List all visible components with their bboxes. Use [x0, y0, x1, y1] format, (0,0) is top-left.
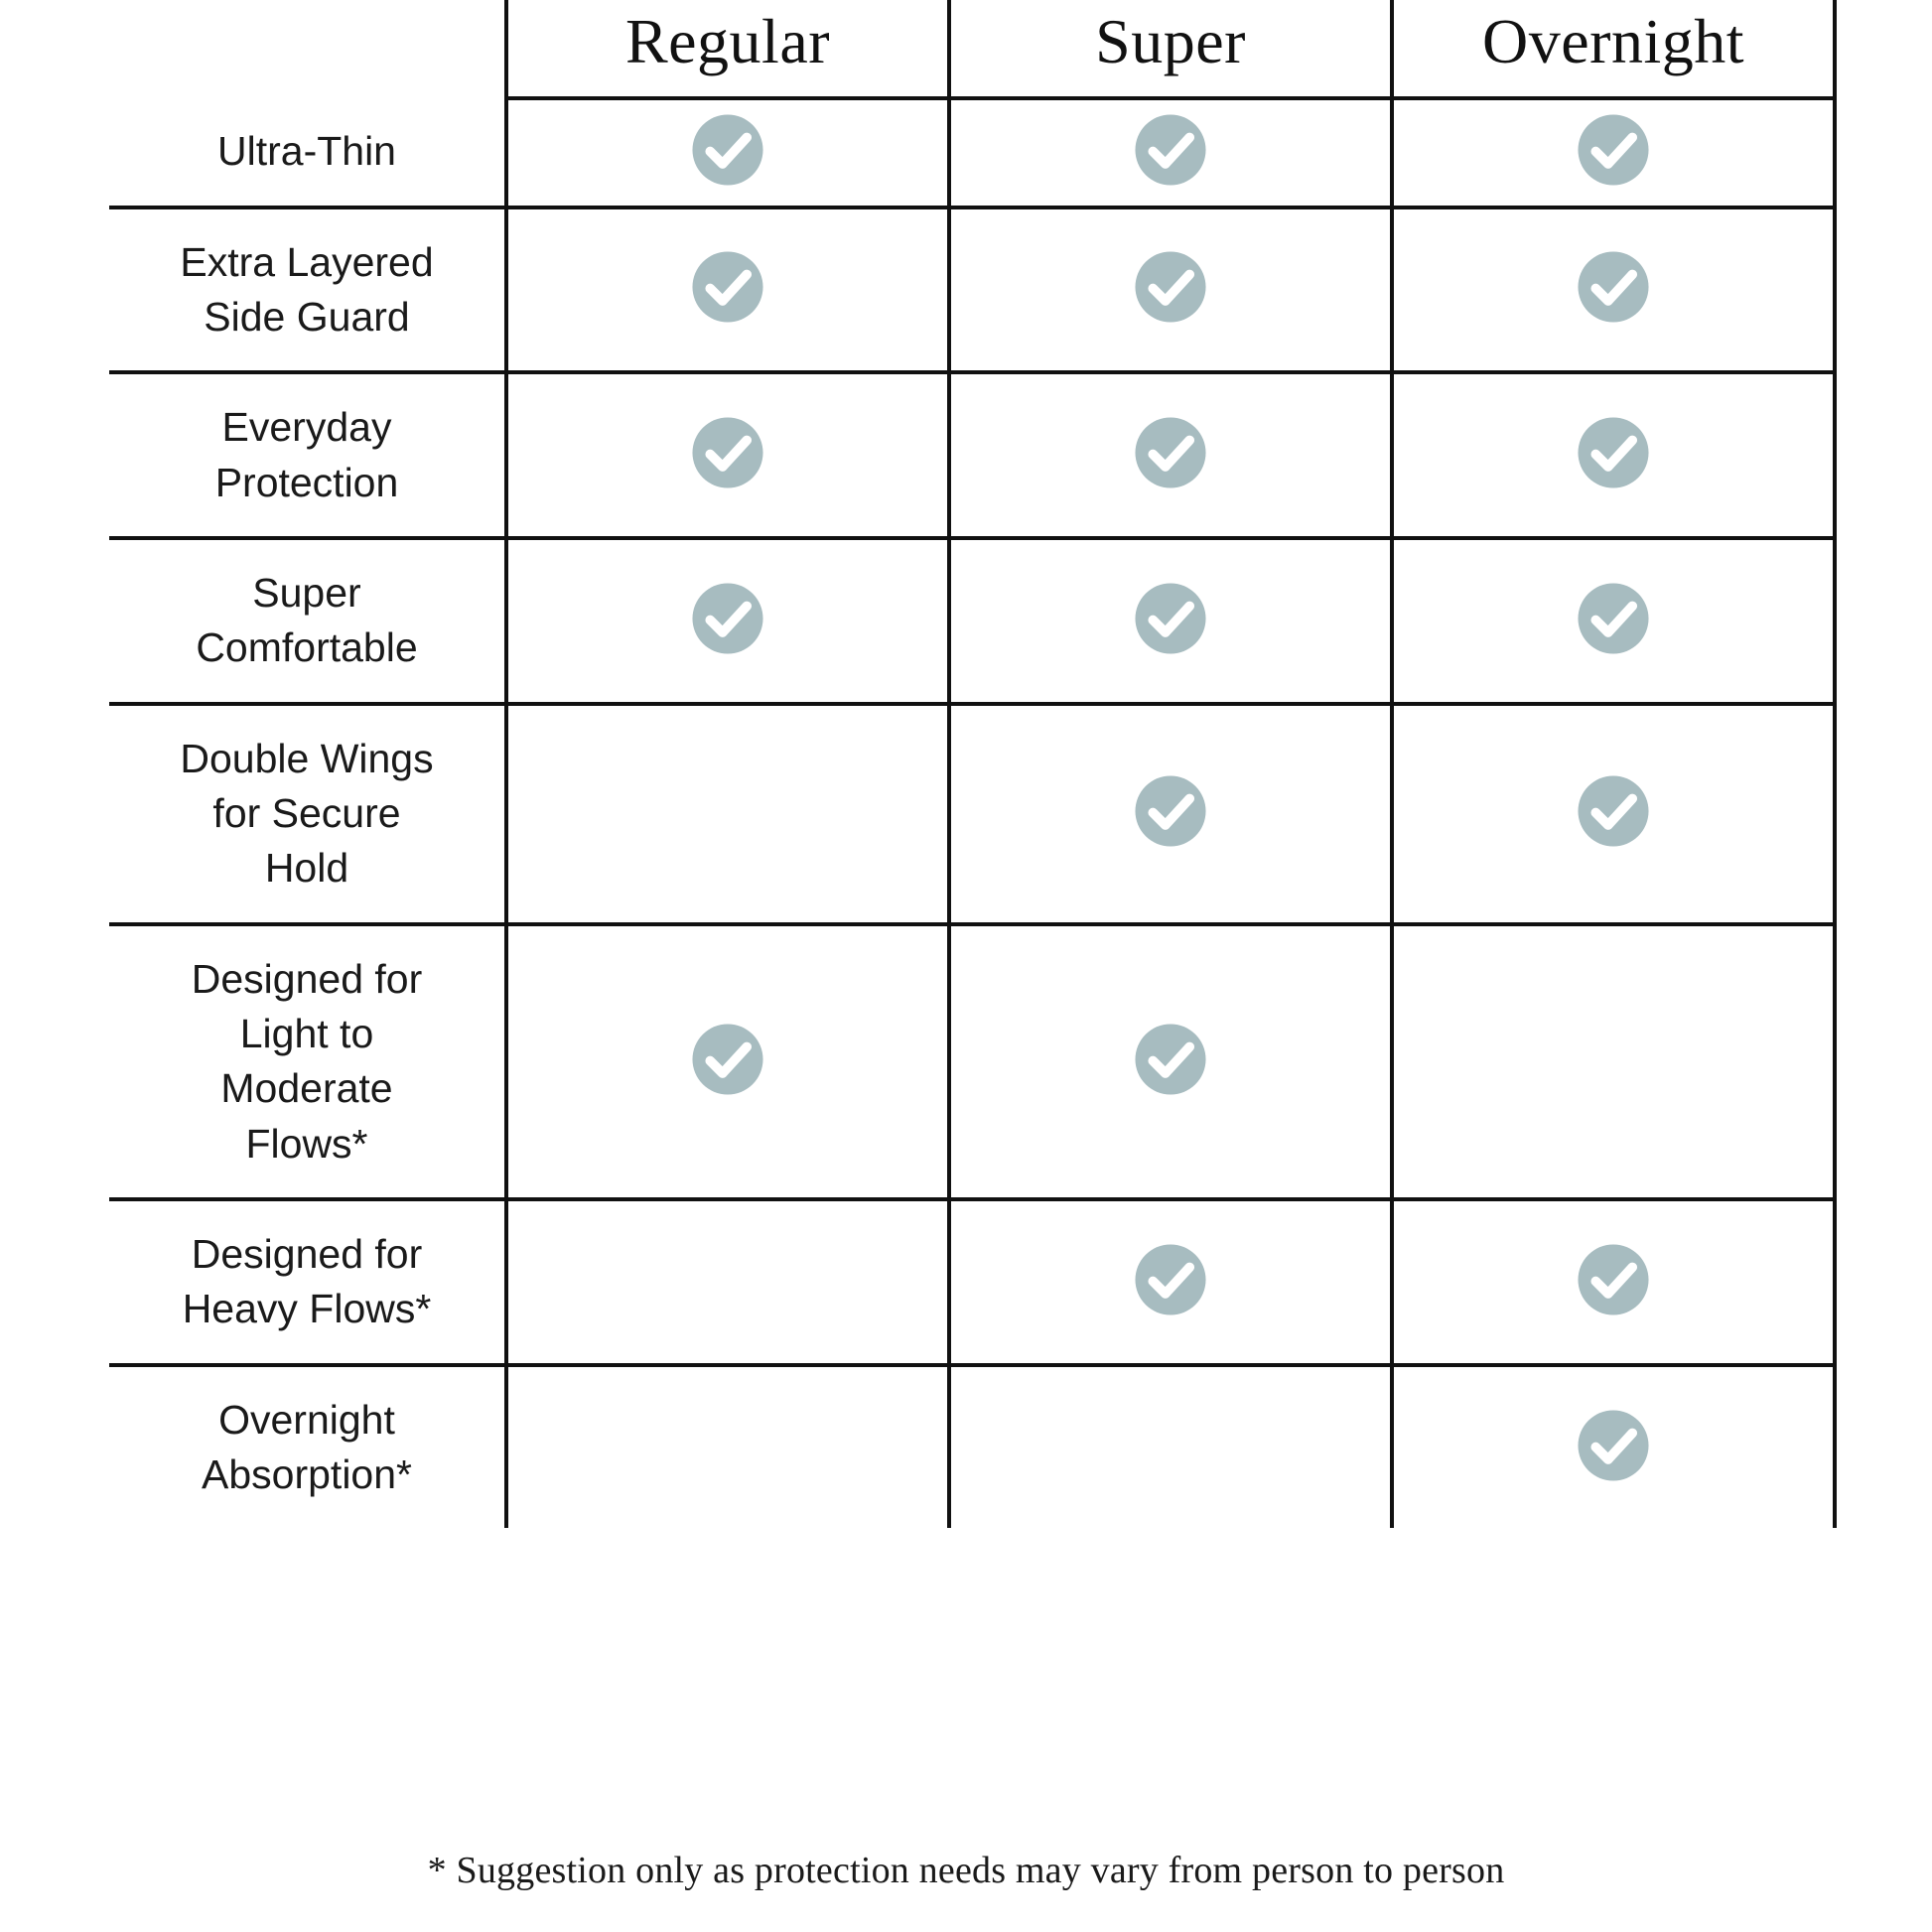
cell-overnight — [1392, 98, 1835, 207]
cell-super — [949, 98, 1392, 207]
cell-overnight — [1392, 704, 1835, 924]
header-row — [109, 0, 1835, 98]
table-body — [109, 98, 1835, 1528]
feature-label-line: Protection — [214, 459, 399, 505]
check-circle-icon — [1577, 1243, 1650, 1316]
check-circle-icon — [1134, 113, 1207, 187]
cell-overnight — [1392, 372, 1835, 538]
check-circle-icon — [1577, 113, 1650, 187]
table-row — [109, 98, 1835, 207]
cell-regular — [506, 207, 949, 373]
check-circle-icon — [691, 113, 764, 187]
empty-cell-marker — [691, 1243, 764, 1316]
cell-super — [949, 207, 1392, 373]
feature-label-line: Moderate — [220, 1065, 393, 1112]
cell-super — [949, 372, 1392, 538]
feature-label-line: for Secure — [212, 789, 401, 836]
feature-label — [109, 1199, 506, 1365]
check-circle-icon — [1577, 250, 1650, 324]
check-circle-icon — [1577, 774, 1650, 848]
feature-label-line: Super — [252, 569, 361, 616]
feature-label-line: Light to — [239, 1010, 374, 1056]
check-circle-icon — [1134, 774, 1207, 848]
table-row — [109, 538, 1835, 704]
check-circle-icon — [691, 416, 764, 489]
cell-regular — [506, 924, 949, 1199]
check-circle-icon — [1134, 416, 1207, 489]
feature-label-line: Designed for — [191, 1231, 423, 1277]
table-row — [109, 1199, 1835, 1365]
comparison-chart — [109, 0, 1837, 1528]
cell-super — [949, 1365, 1392, 1529]
feature-label — [109, 704, 506, 924]
feature-label-line: Overnight — [218, 1396, 395, 1443]
empty-cell-marker — [691, 1409, 764, 1482]
cell-regular — [506, 372, 949, 538]
feature-label — [109, 538, 506, 704]
table-row — [109, 207, 1835, 373]
cell-super — [949, 704, 1392, 924]
check-circle-icon — [1134, 582, 1207, 655]
empty-cell-marker — [1134, 1409, 1207, 1482]
feature-label-line: Side Guard — [204, 293, 410, 340]
column-header-regular: Regular — [506, 0, 949, 98]
check-circle-icon — [1577, 1409, 1650, 1482]
table-header — [109, 0, 1835, 98]
check-circle-icon — [691, 1023, 764, 1096]
check-circle-icon — [1134, 250, 1207, 324]
cell-regular — [506, 704, 949, 924]
feature-label-line: Double Wings — [180, 735, 434, 781]
check-circle-icon — [1577, 582, 1650, 655]
check-circle-icon — [691, 582, 764, 655]
feature-label — [109, 207, 506, 373]
feature-label-line: Extra Layered — [180, 238, 434, 285]
feature-label — [109, 924, 506, 1199]
empty-cell-marker — [1577, 1023, 1650, 1096]
cell-overnight — [1392, 924, 1835, 1199]
cell-overnight — [1392, 207, 1835, 373]
feature-label — [109, 98, 506, 207]
feature-label-line: Ultra-Thin — [217, 128, 396, 175]
feature-label-line: Hold — [264, 845, 349, 892]
feature-label-line: Everyday — [221, 404, 392, 451]
feature-label-line: Heavy Flows* — [182, 1286, 432, 1332]
product-comparison-table — [109, 0, 1837, 1528]
feature-label-line: Designed for — [191, 955, 423, 1002]
table-row — [109, 924, 1835, 1199]
cell-overnight — [1392, 538, 1835, 704]
feature-column-header — [109, 0, 506, 98]
check-circle-icon — [1577, 416, 1650, 489]
feature-label — [109, 372, 506, 538]
table-row — [109, 372, 1835, 538]
column-header-super: Super — [949, 0, 1392, 98]
cell-regular — [506, 1199, 949, 1365]
check-circle-icon — [1134, 1023, 1207, 1096]
feature-label-line: Comfortable — [196, 624, 418, 671]
table-row — [109, 1365, 1835, 1529]
cell-super — [949, 1199, 1392, 1365]
table-row — [109, 704, 1835, 924]
footnote-text: * Suggestion only as protection needs may vary from person to person — [427, 1850, 1505, 1891]
feature-label — [109, 1365, 506, 1529]
empty-cell-marker — [691, 774, 764, 848]
column-header-overnight: Overnight — [1392, 0, 1835, 98]
check-circle-icon — [691, 250, 764, 324]
cell-overnight — [1392, 1199, 1835, 1365]
cell-super — [949, 924, 1392, 1199]
feature-label-line: Flows* — [245, 1120, 368, 1167]
cell-super — [949, 538, 1392, 704]
cell-regular — [506, 98, 949, 207]
cell-overnight — [1392, 1365, 1835, 1529]
feature-label-line: Absorption* — [202, 1451, 412, 1498]
cell-regular — [506, 538, 949, 704]
check-circle-icon — [1134, 1243, 1207, 1316]
cell-regular — [506, 1365, 949, 1529]
